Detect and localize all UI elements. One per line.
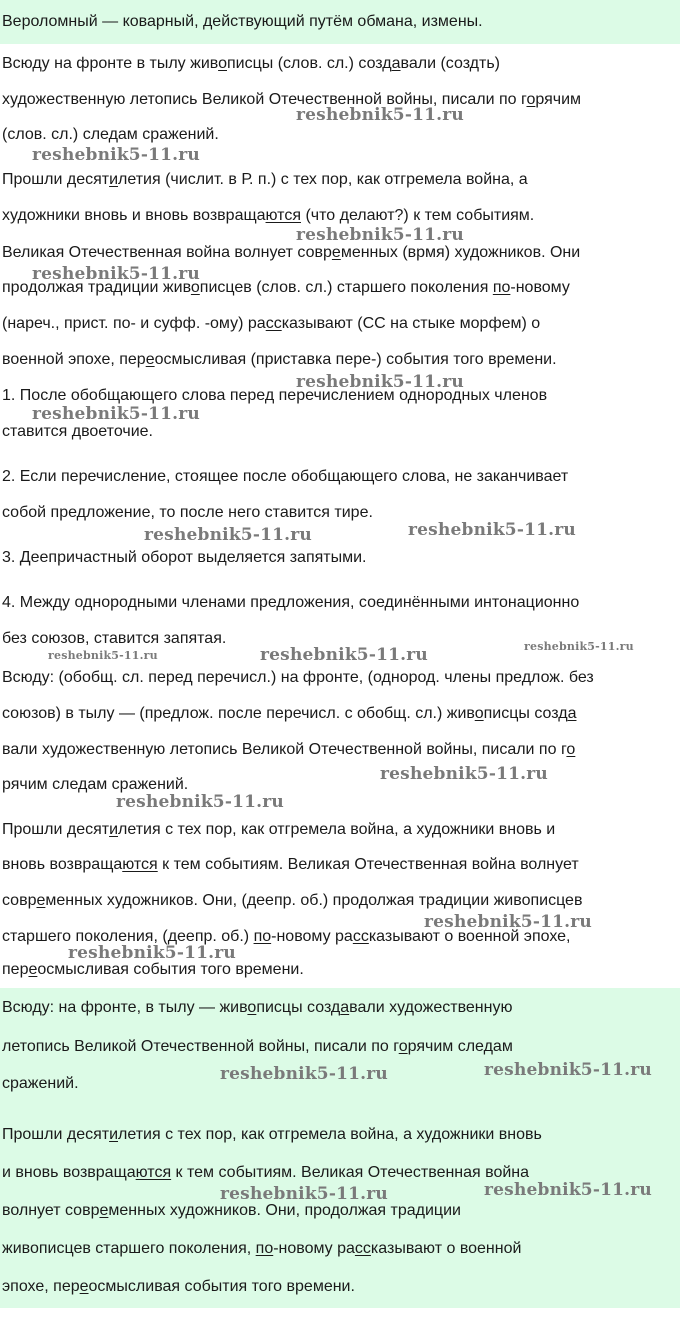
watermark: reshebnik5-11.ru: [220, 1184, 388, 1204]
rule-text: 3. Деепричастный оборот выделяется запятыми.: [2, 549, 367, 566]
analysis-line: Всюду на фронте в тылу живописцы (слов. сл.) создавали (создть): [2, 55, 501, 72]
analysis-line: художники вновь и вновь возвращаются (что делают?) к тем событиям.: [2, 207, 535, 224]
watermark: reshebnik5-11.ru: [296, 372, 464, 392]
watermark: reshebnik5-11.ru: [424, 912, 592, 932]
rule-text: 1. После обобщающего слова перед перечислением однородных членов: [2, 387, 548, 404]
watermark: reshebnik5-11.ru: [144, 525, 312, 545]
watermark: reshebnik5-11.ru: [116, 792, 284, 812]
punct-line: вали художественную летопись Великой Отечественной войны, писали по го: [2, 741, 576, 758]
punctuation-block: [0, 662, 680, 988]
watermark: reshebnik5-11.ru: [68, 943, 236, 963]
answer-block: [0, 988, 680, 1308]
rule-text: 2. Если перечисление, стоящее после обобщающего слова, не заканчивает: [2, 468, 569, 485]
watermark: reshebnik5-11.ru: [524, 640, 634, 653]
answer-line: и вновь возвращаются к тем событиям. Великая Отечественная война: [2, 1164, 530, 1181]
analysis-line: (слов. сл.) следам сражений.: [2, 126, 219, 143]
definition-text: Вероломный — коварный, действующий путём обмана, измены.: [2, 13, 483, 30]
analysis-line: Прошли десятилетия (числит. в Р. п.) с тех пор, как отгремела война, а: [2, 171, 528, 188]
watermark: reshebnik5-11.ru: [408, 520, 576, 540]
answer-line: эпохе, переосмысливая события того времени.: [2, 1278, 355, 1295]
watermark: reshebnik5-11.ru: [32, 145, 200, 165]
punct-line: старшего поколения, (деепр. об.) по-новому рассказывают о военной эпохе,: [2, 928, 571, 945]
answer-line: Всюду: на фронте, в тылу — живописцы создавали художественную: [2, 999, 513, 1016]
punct-line: рячим следам сражений.: [2, 776, 189, 793]
rule-text: 4. Между однородными членами предложения, соединёнными интонационно: [2, 594, 580, 611]
watermark: reshebnik5-11.ru: [296, 105, 464, 125]
watermark: reshebnik5-11.ru: [260, 645, 428, 665]
watermark: reshebnik5-11.ru: [48, 649, 158, 662]
rule-text: ставится двоеточие.: [2, 423, 153, 440]
answer-line: Прошли десятилетия с тех пор, как отгремела война, а художники вновь: [2, 1126, 542, 1143]
answer-line: живописцев старшего поколения, по-новому рассказывают о военной: [2, 1240, 522, 1257]
analysis-line: художественную летопись Великой Отечественной войны, писали по горячим: [2, 91, 582, 108]
punct-line: вновь возвращаются к тем событиям. Великая Отечественная война волнует: [2, 856, 579, 873]
analysis-line: продолжая традиции живописцев (слов. сл.) старшего поколения по-новому: [2, 279, 570, 296]
punct-line: современных художников. Они, (деепр. об.) продолжая традиции живописцев: [2, 892, 583, 909]
analysis-block: [0, 44, 680, 374]
watermark: reshebnik5-11.ru: [32, 264, 200, 284]
punct-line: Прошли десятилетия с тех пор, как отгремела война, а художники вновь и: [2, 821, 556, 838]
rule-text: собой предложение, то после него ставится тире.: [2, 504, 373, 521]
answer-line: сражений.: [2, 1075, 79, 1092]
watermark: reshebnik5-11.ru: [484, 1060, 652, 1080]
answer-line: волнует современных художников. Они, продолжая традиции: [2, 1202, 461, 1219]
analysis-line: (нареч., прист. по- и суфф. -ому) рассказывают (СС на стыке морфем) о: [2, 315, 541, 332]
rule-text: без союзов, ставится запятая.: [2, 630, 227, 647]
watermark: reshebnik5-11.ru: [32, 404, 200, 424]
watermark: reshebnik5-11.ru: [220, 1064, 388, 1084]
watermark: reshebnik5-11.ru: [296, 225, 464, 245]
analysis-line: Великая Отечественная война волнует современных (врмя) художников. Они: [2, 244, 581, 261]
answer-line: летопись Великой Отечественной войны, писали по горячим следам: [2, 1038, 513, 1055]
watermark: reshebnik5-11.ru: [484, 1180, 652, 1200]
analysis-line: военной эпохе, переосмысливая (приставка пере-) события того времени.: [2, 351, 557, 368]
punct-line: Всюду: (обобщ. сл. перед перечисл.) на фронте, (однород. члены предлож. без: [2, 669, 594, 686]
punct-line: союзов) в тылу — (предлож. после перечисл. с обобщ. сл.) живописцы созда: [2, 705, 577, 722]
watermark: reshebnik5-11.ru: [380, 764, 548, 784]
definition-block: [0, 0, 680, 44]
punct-line: переосмысливая события того времени.: [2, 961, 304, 978]
